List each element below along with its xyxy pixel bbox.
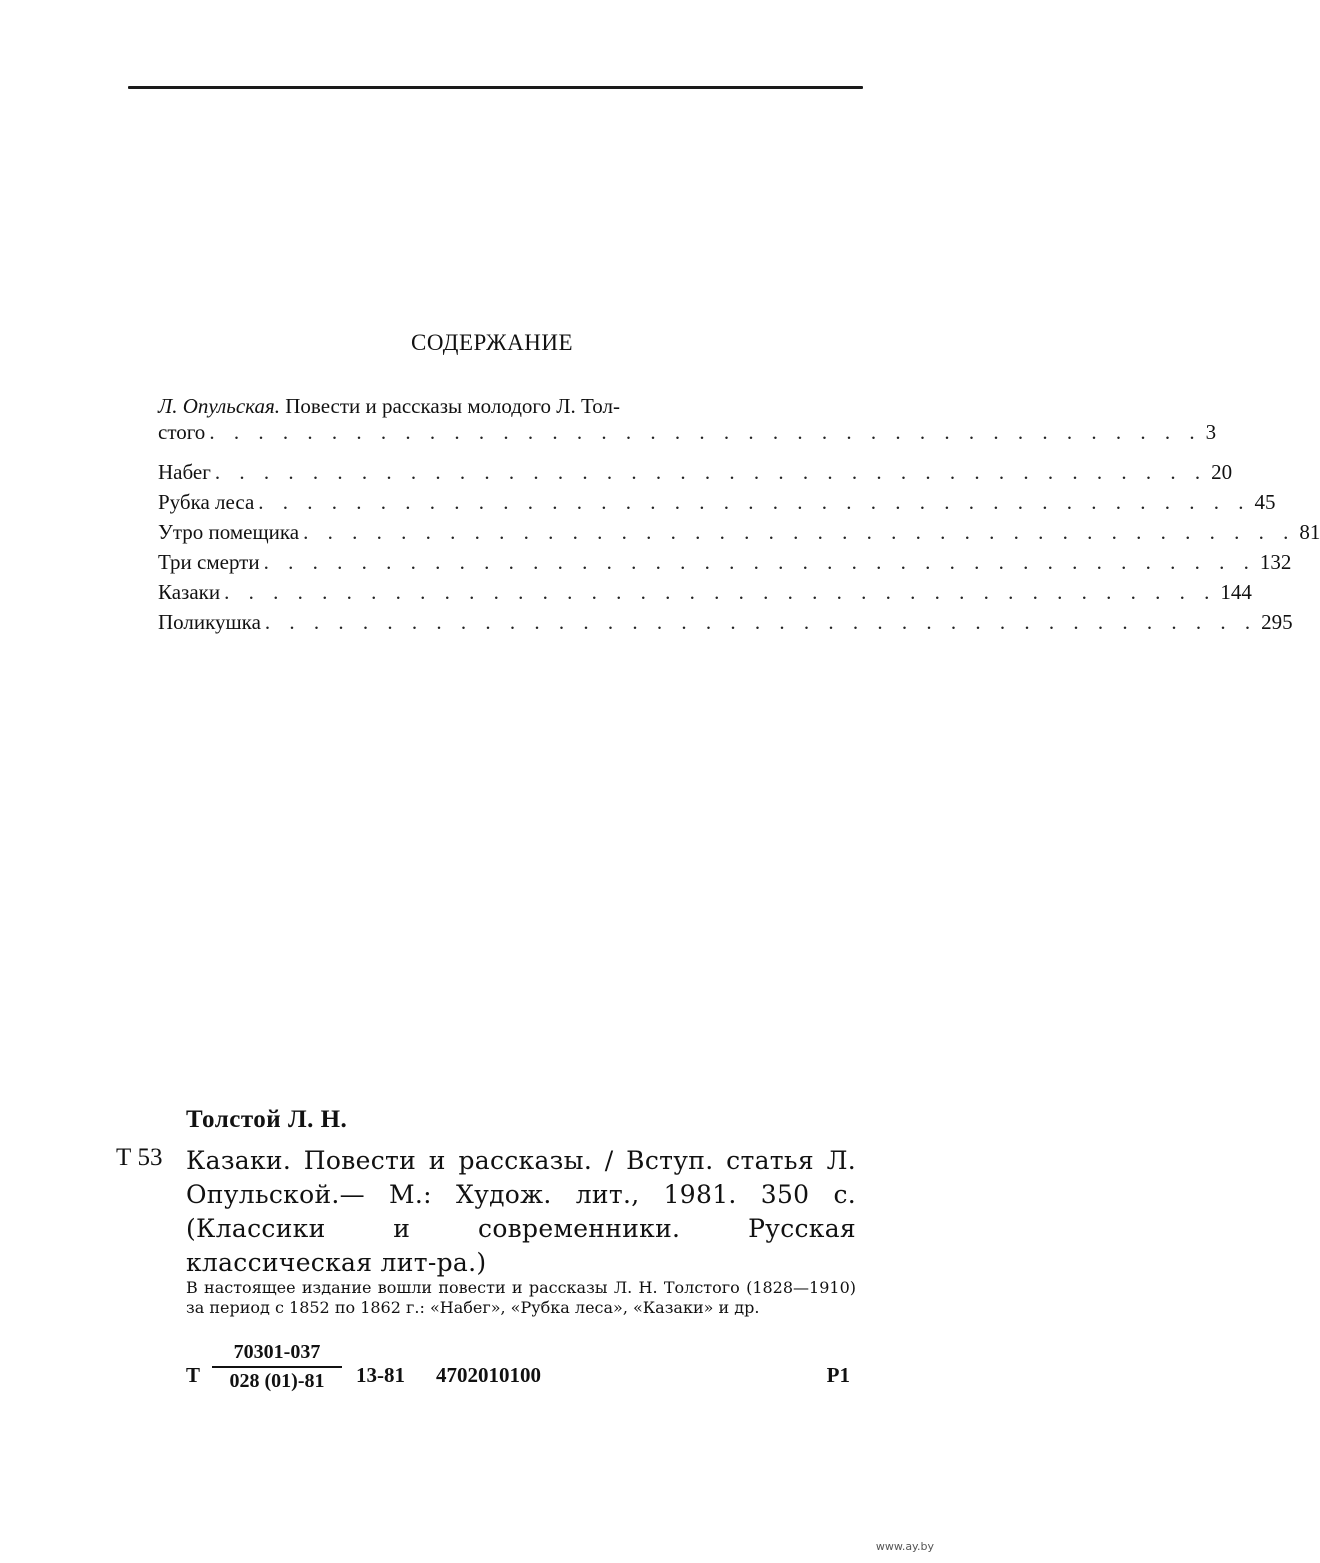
toc-entry-label: Утро помещика (158, 520, 300, 544)
toc-entry (158, 550, 1292, 580)
toc-entry (158, 460, 1233, 490)
toc-entry-label: Казаки (158, 580, 221, 604)
intro-title-line2: стого (158, 420, 206, 444)
catalog-author: Толстой Л. Н. (186, 1106, 348, 1133)
catalog-description: Казаки. Повести и рассказы. / Вступ. статья Л. Опульской.— М.: Худож. лит., 1981. 350 с. (Классики и современники. Русская классическая лит-ра.) (186, 1146, 856, 1277)
toc-entry-page: 45 (1254, 490, 1276, 514)
dot-leader: . . . . . . . . . . . . . . . . . . . . . . . . . . . . . . . . . . . . . . . . . (258, 490, 1251, 514)
toc-entry (158, 490, 1276, 520)
toc-title: СОДЕРЖАНИЕ (410, 330, 573, 355)
toc-entry-label: Рубка леса (158, 490, 255, 514)
toc-entry (158, 610, 1293, 640)
table-of-contents (158, 392, 1320, 640)
imprint-number-a: 13-81 (356, 1363, 405, 1387)
intro-page: 3 (1205, 420, 1217, 444)
imprint-number-b: 4702010100 (436, 1363, 541, 1387)
toc-entry-page: 295 (1261, 610, 1293, 634)
toc-entry-label: Три смерти (158, 550, 260, 574)
toc-entry-intro (158, 392, 1217, 454)
toc-entry-label: Набег (158, 460, 211, 484)
top-rule (128, 86, 863, 89)
imprint-numerator: 70301-037 (212, 1341, 342, 1368)
toc-entry-label: Поликушка (158, 610, 261, 634)
intro-author: Л. Опульская. (158, 394, 280, 418)
imprint-code-p: Р1 (826, 1363, 850, 1387)
dot-leader: . . . . . . . . . . . . . . . . . . . . . . . . . . . . . . . . . . . . . . . . . (263, 550, 1256, 574)
intro-title-line1: Повести и рассказы молодого Л. Тол- (280, 394, 620, 418)
catalog-code: Т 53 (116, 1144, 163, 1171)
imprint-letter: Т (186, 1363, 201, 1387)
imprint-fraction (212, 1341, 342, 1393)
toc-entry (158, 580, 1252, 610)
toc-entry (158, 520, 1320, 550)
dot-leader: . . . . . . . . . . . . . . . . . . . . . . . . . . . . . . . . . . . . . . . . . (209, 420, 1202, 444)
toc-entry-page: 81 (1299, 520, 1320, 544)
toc-entry-page: 20 (1211, 460, 1233, 484)
dot-leader: . . . . . . . . . . . . . . . . . . . . . . . . . . . . . . . . . . . . . . . . . (224, 580, 1217, 604)
catalog-annotation: В настоящее издание вошли повести и рассказы Л. Н. Толстого (1828—1910) за период с 1852 по 1862 г.: «Набег», «Рубка леса», «Казаки» и др. (186, 1278, 856, 1317)
toc-entry-page: 144 (1220, 580, 1252, 604)
imprint-denominator: 028 (01)-81 (229, 1370, 325, 1392)
toc-entry-page: 132 (1259, 550, 1292, 574)
catalog-imprint (186, 1341, 856, 1401)
dot-leader: . . . . . . . . . . . . . . . . . . . . . . . . . . . . . . . . . . . . . . . . . (264, 610, 1258, 634)
dot-leader: . . . . . . . . . . . . . . . . . . . . . . . . . . . . . . . . . . . . . . . . . (303, 520, 1296, 544)
dot-leader: . . . . . . . . . . . . . . . . . . . . . . . . . . . . . . . . . . . . . . . . . (214, 460, 1208, 484)
watermark: www.ay.by (875, 1540, 934, 1553)
